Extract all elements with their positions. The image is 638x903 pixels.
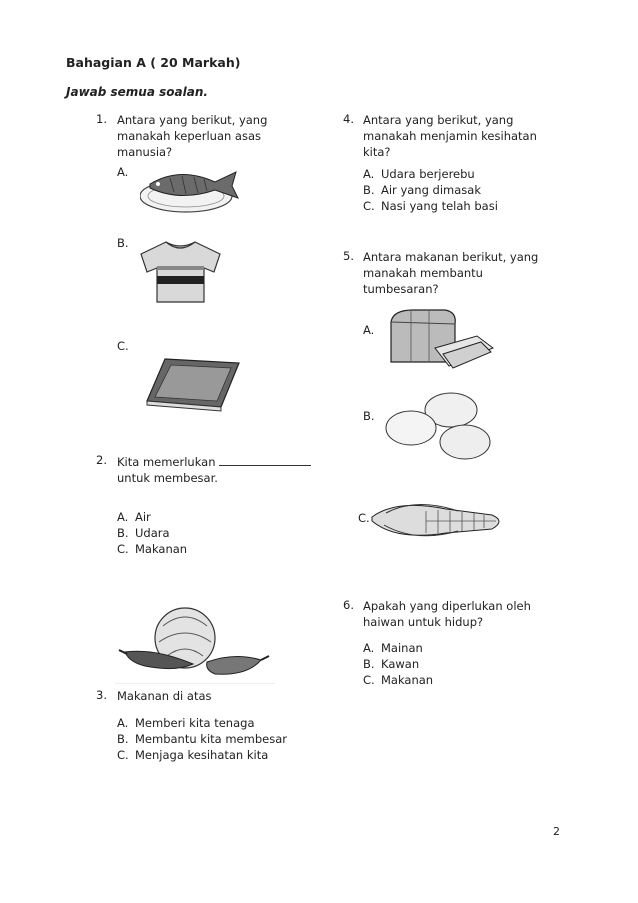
q4-option-b: B. Air yang dimasak xyxy=(363,183,481,197)
q3-options xyxy=(117,715,287,763)
q2-number: 2. xyxy=(96,453,107,467)
q5-option-a-label: A. xyxy=(363,323,375,337)
q3-option-b: B. Membantu kita membesar xyxy=(117,732,287,746)
q4-line3: kita? xyxy=(363,145,391,159)
q2-line1: Kita memerlukan xyxy=(117,455,216,469)
eggs-icon xyxy=(383,390,498,462)
q5-text xyxy=(363,249,538,297)
q6-line1: Apakah yang diperlukan oleh xyxy=(363,599,531,613)
instruction-text: Jawab semua soalan. xyxy=(66,85,208,99)
q6-option-a: A. Mainan xyxy=(363,641,423,655)
q2-options xyxy=(117,509,187,557)
q5-number: 5. xyxy=(343,249,354,263)
q1-option-a-label: A. xyxy=(117,165,129,179)
q5-line2: manakah membantu xyxy=(363,266,483,280)
q6-option-b: B. Kawan xyxy=(363,657,420,671)
q6-options xyxy=(363,640,433,688)
q6-text xyxy=(363,598,531,630)
q3-option-c: C. Menjaga kesihatan kita xyxy=(117,748,269,762)
book-icon xyxy=(143,355,243,413)
page-number: 2 xyxy=(553,825,560,838)
corn-icon xyxy=(366,495,516,547)
answer-blank xyxy=(219,453,311,466)
q5-line1: Antara makanan berikut, yang xyxy=(363,250,539,264)
bread-icon xyxy=(383,306,498,374)
section-title: Bahagian A ( 20 Markah) xyxy=(66,55,241,70)
q1-option-b-label: B. xyxy=(117,236,129,250)
q6-number: 6. xyxy=(343,598,354,612)
q1-option-c-label: C. xyxy=(117,339,129,353)
q4-line2: manakah menjamin kesihatan xyxy=(363,129,537,143)
q3-text: Makanan di atas xyxy=(117,689,212,703)
vegetables-icon xyxy=(115,598,275,684)
q4-option-c: C. Nasi yang telah basi xyxy=(363,199,498,213)
q4-options xyxy=(363,166,498,214)
q1-number: 1. xyxy=(96,112,107,126)
q1-line3: manusia? xyxy=(117,145,173,159)
q6-option-c: C. Makanan xyxy=(363,673,434,687)
q4-number: 4. xyxy=(343,112,354,126)
q5-line3: tumbesaran? xyxy=(363,282,439,296)
q6-line2: haiwan untuk hidup? xyxy=(363,615,484,629)
q2-option-a: A. Air xyxy=(117,510,151,524)
q4-option-a: A. Udara berjerebu xyxy=(363,167,475,181)
q5-option-b-label: B. xyxy=(363,409,375,423)
q2-line2: untuk membesar. xyxy=(117,471,218,485)
q4-line1: Antara yang berikut, yang xyxy=(363,113,514,127)
q2-option-c: C. Makanan xyxy=(117,542,188,556)
q4-text xyxy=(363,112,537,160)
q2-text xyxy=(117,453,311,486)
q1-text xyxy=(117,112,267,160)
fish-on-plate-icon xyxy=(140,162,240,214)
q5-option-c-label: C. xyxy=(358,511,370,525)
q2-option-b: B. Udara xyxy=(117,526,170,540)
q1-line1: Antara yang berikut, yang xyxy=(117,113,268,127)
q1-line2: manakah keperluan asas xyxy=(117,129,262,143)
t-shirt-icon xyxy=(138,238,223,306)
q3-number: 3. xyxy=(96,688,107,702)
q3-option-a: A. Memberi kita tenaga xyxy=(117,716,255,730)
